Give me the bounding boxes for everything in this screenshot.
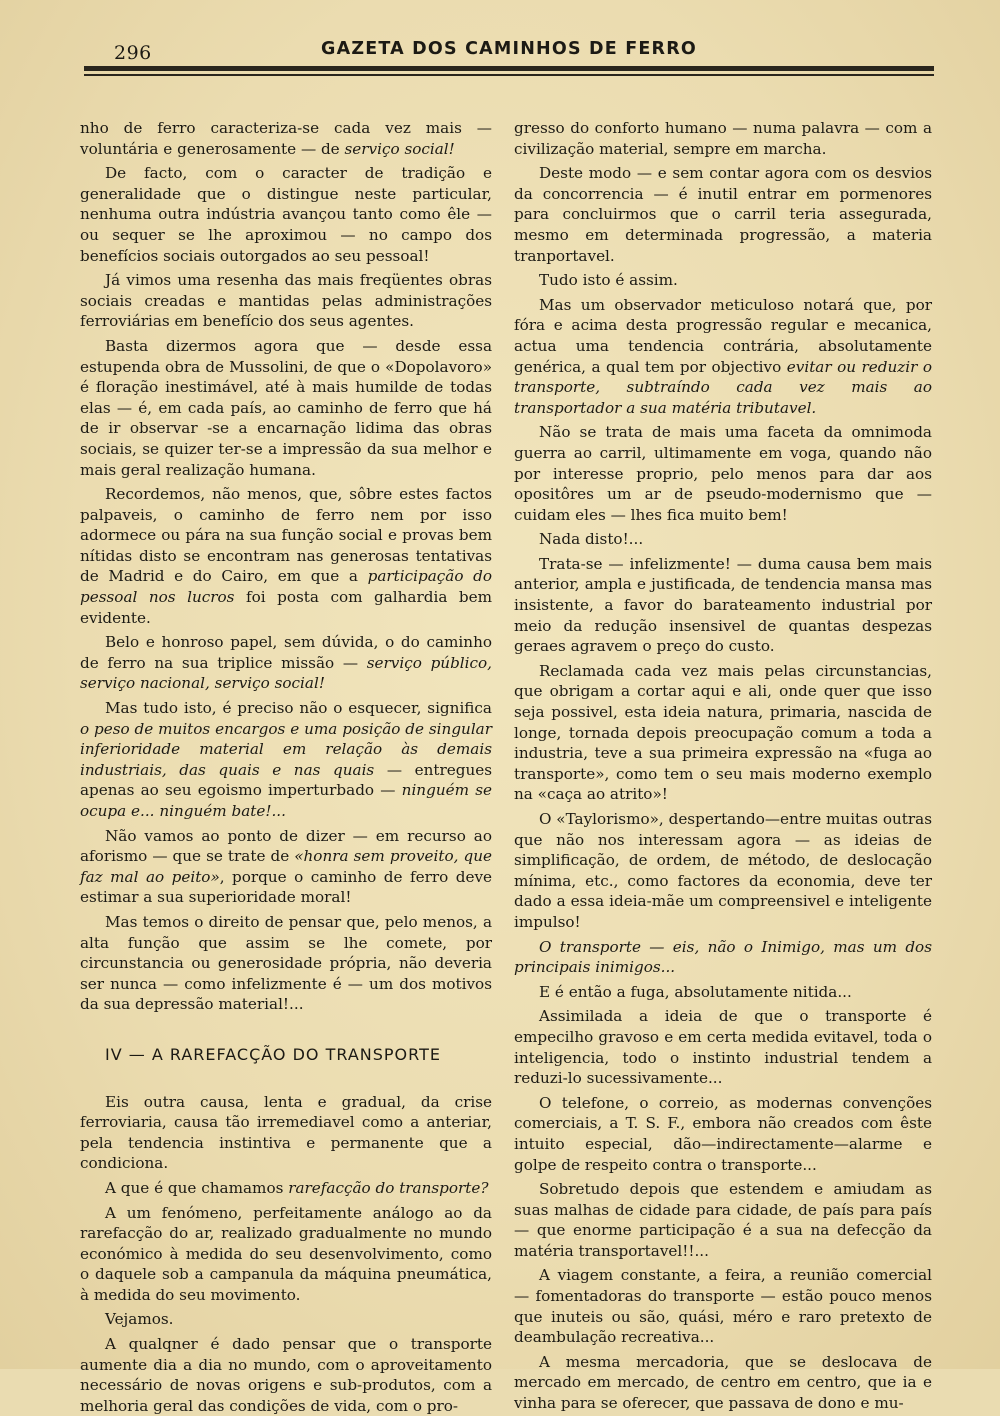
left-column — [80, 118, 492, 1416]
paragraph — [80, 1203, 492, 1306]
text-run: O «Taylorismo», despertando—entre muitas outras que não nos interessam agora — as ideias de simplificação, de ordem, de método, de deslocação mínima, etc., como factores da economia, deve ter dado a essa ideia-mãe um compreensivel e inteligente impulso! — [514, 810, 932, 931]
paragraph — [80, 270, 492, 332]
paragraph — [80, 912, 492, 1015]
text-run: Não vamos ao ponto de dizer — em recurso ao aforismo — que se trate de — [80, 826, 492, 866]
text-run: foi posta com galhardia bem evidente. — [80, 588, 492, 627]
paragraph — [80, 632, 492, 694]
paragraph — [514, 937, 932, 978]
text-run: Assimilada a ideia de que o transporte é empecilho gravoso e em certa medida evitavel, toda o inteligencia, todo o instinto industrial tendem a reduzi-lo sucessivamente... — [514, 1007, 932, 1088]
header-rule-thick — [84, 66, 934, 71]
text-run: gresso do conforto humano — numa palavra — com a civilização material, sempre em marcha. — [514, 119, 932, 158]
italic-run: O transporte — eis, não o Inimigo, mas um dos principais inimigos... — [514, 937, 932, 977]
paragraph — [80, 1178, 492, 1199]
italic-run: «honra sem proveito, que faz mal ao peito» — [80, 847, 492, 886]
paragraph — [80, 1334, 492, 1416]
text-run: Eis outra causa, lenta e gradual, da crise ferroviaria, causa tão irremediavel como a anteriar, pela tendencia instintiva e permanente que a condiciona. — [80, 1092, 492, 1173]
paragraph — [80, 1092, 492, 1174]
text-run: Já vimos uma resenha das mais freqüentes obras sociais creadas e mantidas pelas administrações ferroviárias em benefício dos seus agentes. — [80, 271, 492, 331]
text-run: O telefone, o correio, as modernas convenções comerciais, a T. S. F., embora não creados com êste intuito especial, dão—indirectamente—alarme e golpe de respeito contra o transporte... — [514, 1093, 932, 1174]
text-run: Basta dizermos agora que — desde essa estupenda obra de Mussolini, de que o «Dopolavoro» é floração inestimável, até à mais humilde de todas elas — é, em cada país, ao caminho de ferro que há de ir observar -se a encarnação lidima das obras sociais, se quizer ter-se a impressão da sua melhor e mais geral realização humana. — [80, 336, 492, 479]
text-run: A viagem constante, a feira, a reunião comercial — fomentadoras do transporte — estão pouco menos que inuteis ou são, quási, méro e raro pretexto de deambulação recreativa... — [514, 1266, 932, 1347]
text-run: De facto, com o caracter de tradição e generalidade que o distingue neste particular, nenhuma outra indústria avançou tanto como êle — ou sequer se lhe aproximou — no campo dos benefícios sociais outorgados ao seu pessoal! — [80, 164, 492, 265]
paragraph — [514, 163, 932, 266]
paragraph — [80, 698, 492, 822]
paragraph — [514, 1006, 932, 1088]
text-run: Sobretudo depois que estendem e amiudam as suas malhas de cidade para cidade, de país para país — que enorme participação é a sua na defecção da matéria transportavel!!... — [514, 1180, 932, 1260]
text-run: A qualqner é dado pensar que o transporte aumente dia a dia no mundo, com o aproveitamento necessário de novas origens e sub-produtos, com a melhoria geral das condições de vida, com o pro- — [80, 1335, 492, 1415]
text-run: Deste modo — e sem contar agora com os desvios da concorrencia — é inutil entrar em pormenores para concluirmos que o carril teria assegurada, mesmo em determinada progressão, a materia tranportavel. — [514, 164, 932, 265]
paragraph — [514, 1265, 932, 1347]
paragraph — [80, 163, 492, 266]
paragraph — [514, 270, 932, 291]
section-heading: IV — A RAREFACÇÃO DO TRANSPORTE — [105, 1044, 441, 1064]
page-number: 296 — [114, 42, 152, 64]
italic-run: evitar ou reduzir o transporte, subtraíndo cada vez mais ao transportador a sua matéria tributavel. — [514, 357, 933, 417]
text-run: Belo e honroso papel, sem dúvida, o do caminho de ferro na sua triplice missão — — [80, 633, 492, 672]
text-run: Reclamada cada vez mais pelas circunstancias, que obrigam a cortar aqui e ali, onde quer que isso seja possivel, esta ideia natura, primaria, nascida de longe, tornada depois preocupação comum a toda a industria, teve a sua primeira expressão na «fuga ao transporte», como tem o seu mais moderno exemplo na «caça ao atrito»! — [514, 661, 932, 804]
italic-run: serviço social! — [344, 139, 455, 158]
text-run: — entregues apenas ao seu egoismo imperturbado — — [80, 760, 493, 800]
paragraph — [514, 529, 932, 550]
text-run: Recordemos, não menos, que, sôbre estes factos palpaveis, o caminho de ferro nem por isso adormece ou pára na sua função social e provas bem nítidas disto se encontram nas generosas tentativas de Madrid e do Cairo, em que a — [80, 485, 492, 586]
paragraph — [80, 1309, 492, 1330]
paragraph — [514, 1352, 932, 1414]
text-run: Mas tudo isto, é preciso não o esquecer, significa — [105, 699, 492, 718]
paragraph — [514, 661, 932, 805]
italic-run: ninguém se ocupa e... ninguém bate!... — [80, 781, 492, 820]
paragraph — [514, 1179, 932, 1261]
paragraph — [514, 1093, 932, 1175]
paragraph — [80, 826, 492, 908]
italic-run: rarefacção do transporte? — [288, 1178, 489, 1197]
text-run: Vejamos. — [105, 1310, 174, 1329]
text-run: A mesma mercadoria, que se deslocava de mercado em mercado, de centro em centro, que ia e vinha para se oferecer, que passava de dono e mu- — [514, 1352, 932, 1413]
text-run: A um fenómeno, perfeitamente análogo ao da rarefacção do ar, realizado gradualmente no mundo económico à medida do seu desenvolvimento, como o daquele sob a campanula da máquina pneumática, à medida do seu movimento. — [80, 1203, 492, 1304]
text-run: Mas um observador meticuloso notará que, por fóra e acima desta progressão regular e mecanica, actua uma tendencia contrária, absolutamente genérica, a qual tem por objectivo — [514, 295, 932, 376]
right-column — [514, 118, 932, 1414]
paragraph — [80, 336, 492, 480]
paragraph — [514, 422, 932, 525]
italic-run: serviço público, serviço nacional, serviço social! — [80, 653, 492, 693]
text-run: Tudo isto é assim. — [539, 271, 678, 290]
text-run: Trata-se — infelizmente! — duma causa bem mais anterior, ampla e justificada, de tendencia mansa mas insistente, a favor do barateamento industrial por meio da redução insensivel de quantas despezas geraes agravem o preço do custo. — [514, 554, 932, 656]
header-rule-thin — [84, 74, 934, 76]
journal-title: GAZETA DOS CAMINHOS DE FERRO — [321, 39, 697, 59]
paragraph — [514, 295, 932, 419]
paragraph — [514, 809, 932, 933]
text-run: Nada disto!... — [539, 530, 644, 549]
paragraph — [514, 554, 932, 657]
text-run: Não se trata de mais uma faceta da omnimoda guerra ao carril, ultimamente em voga, quando não por interesse proprio, pelo menos para dar aos opositôres um ar de pseudo-modernismo que — cuidam eles — lhes fica muito bem! — [514, 423, 932, 524]
italic-run: participação do pessoal nos lucros — [80, 567, 492, 607]
paragraph — [514, 118, 932, 159]
italic-run: o peso de muitos encargos e uma posição de singular inferioridade material em relação às demais industriais, das quais e nas quais — [80, 719, 492, 779]
paragraph — [80, 484, 492, 628]
text-run: nho de ferro caracteriza-se cada vez mais — voluntária e generosamente — de — [80, 119, 492, 158]
text-run: Mas temos o direito de pensar que, pelo menos, a alta função que assim se lhe comete, por circunstancia ou generosidade própria, não deveria ser nunca — como infelizmente é — um dos motivos da sua depressão material!... — [80, 912, 492, 1014]
paragraph — [80, 118, 492, 159]
text-run: , porque o caminho de ferro deve estimar a sua superioridade moral! — [80, 867, 493, 907]
paragraph — [514, 982, 932, 1003]
text-run: A que é que chamamos — [105, 1178, 289, 1197]
text-run: E é então a fuga, absolutamente nitida... — [539, 982, 852, 1001]
